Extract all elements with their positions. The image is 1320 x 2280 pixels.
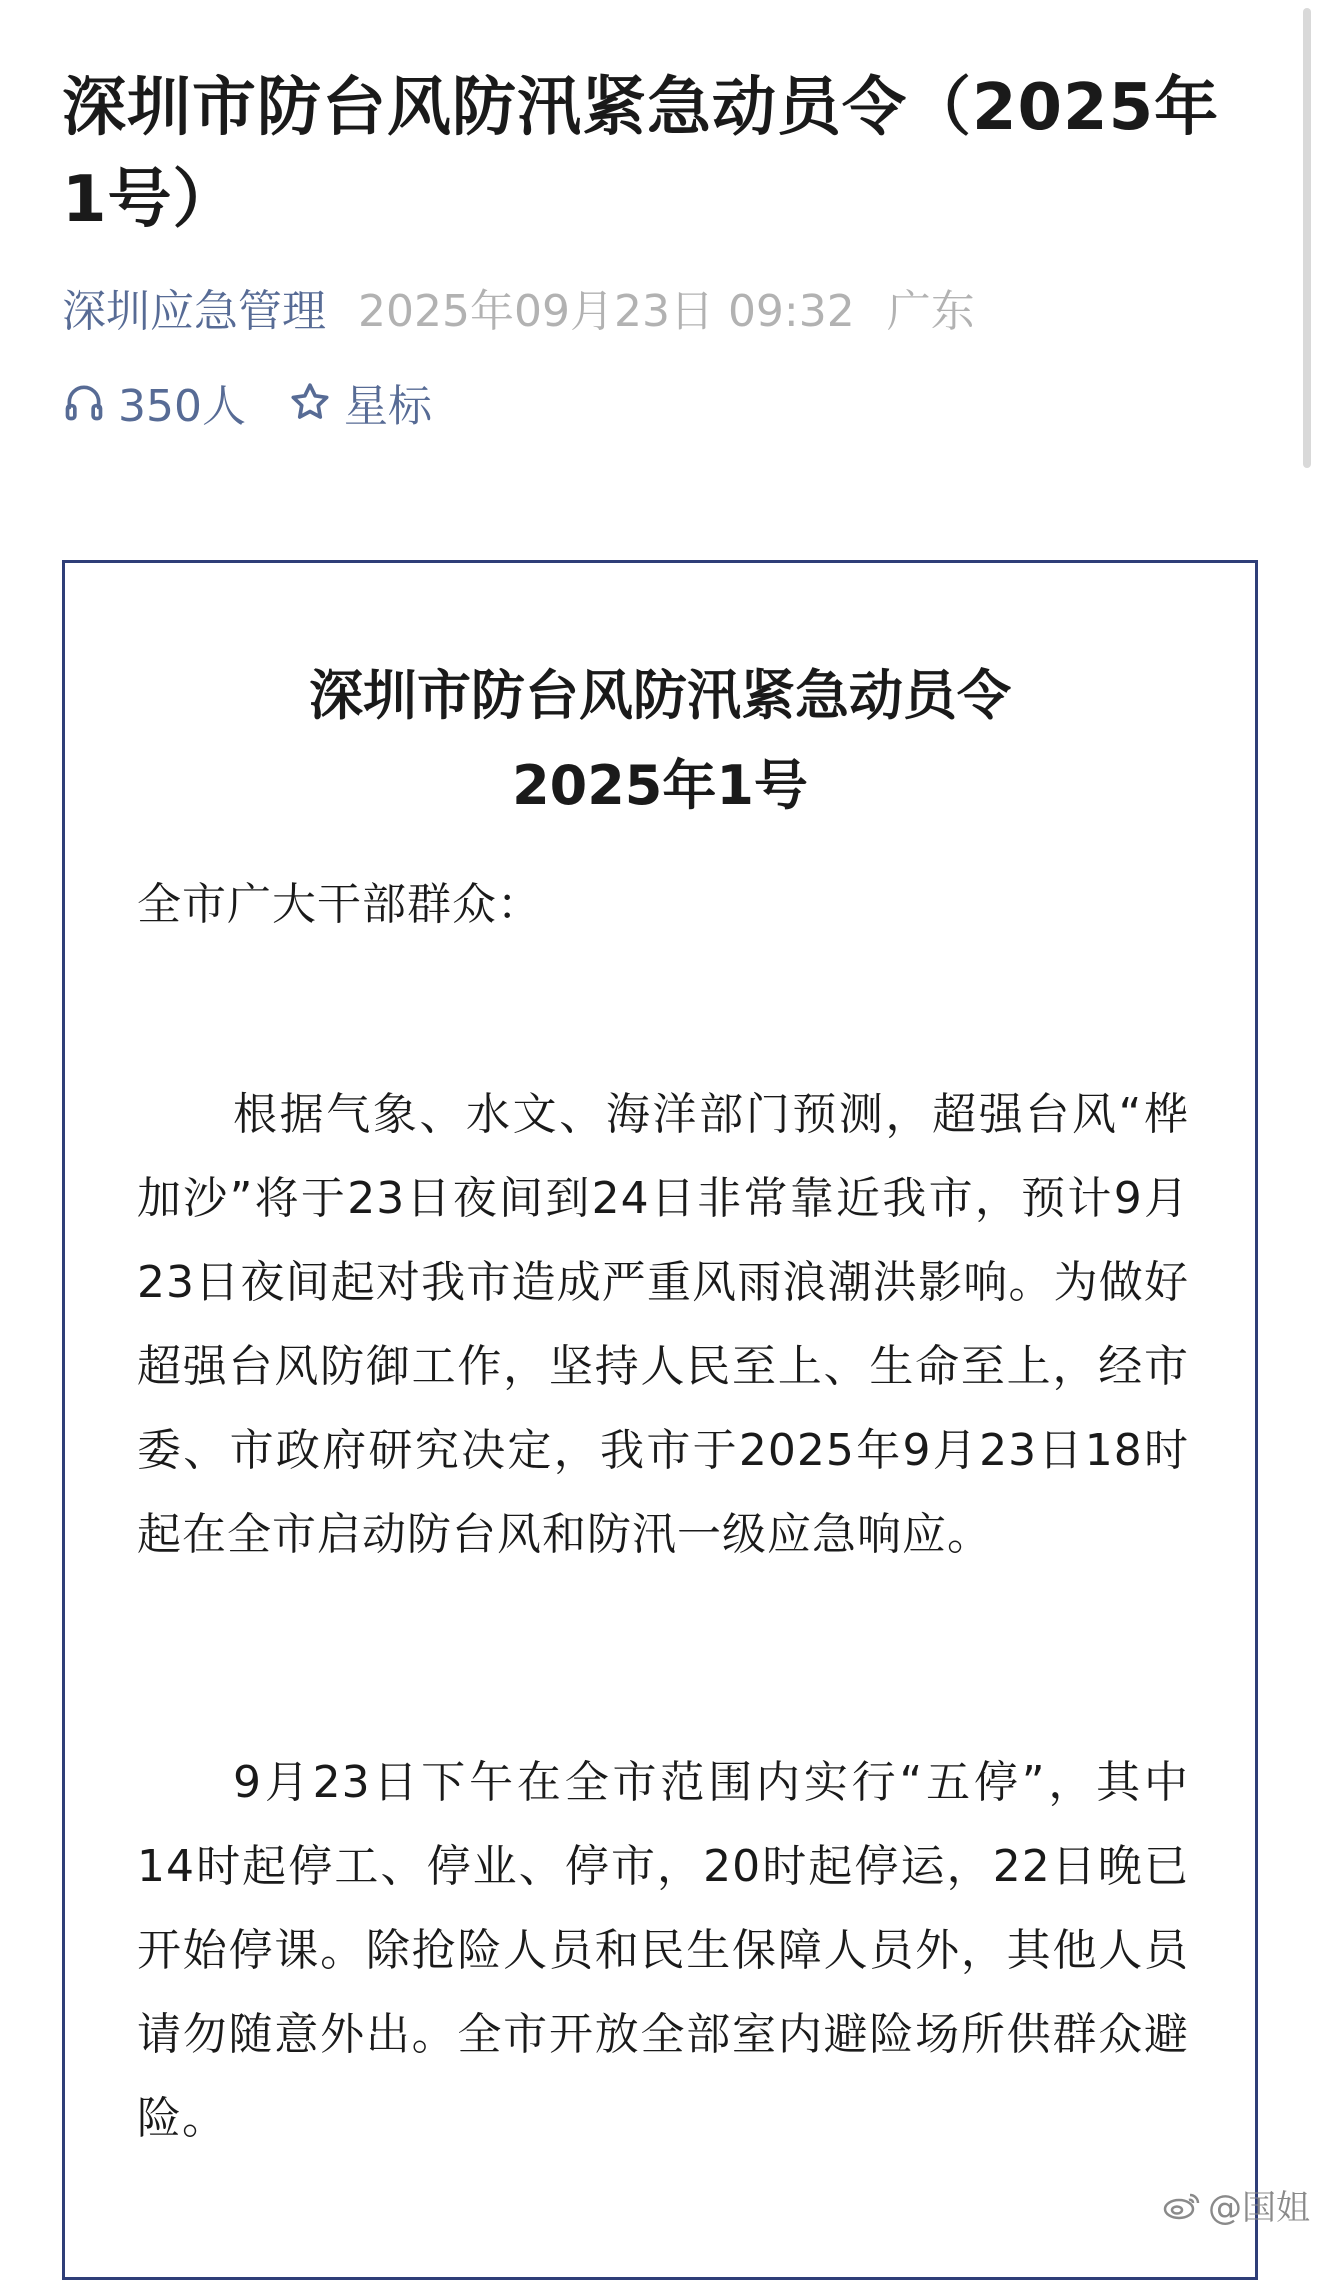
notice-number: 2025年1号	[512, 754, 808, 817]
notice-image-frame	[62, 560, 1258, 2280]
article-title: 深圳市防台风防汛紧急动员令（2025年1号）	[62, 71, 1220, 237]
account-name-link[interactable]: 深圳应急管理	[62, 286, 326, 337]
star-outline-icon	[288, 380, 332, 424]
page-scrollbar[interactable]	[1303, 8, 1311, 468]
notice-salutation: 全市广大干部群众：	[137, 879, 542, 930]
listen-count: 350人	[118, 381, 246, 432]
star-button[interactable]	[288, 370, 432, 434]
watermark-text: @国姐	[1208, 2188, 1310, 2228]
weibo-icon	[1162, 2189, 1202, 2221]
publish-region: 广东	[886, 286, 975, 337]
publish-date: 2025年09月23日 09:32	[358, 286, 855, 337]
headphones-icon	[62, 380, 106, 424]
star-label: 星标	[343, 381, 432, 432]
notice-paragraph-2: 9月23日下午在全市范围内实行“五停”，其中14时起停工、停业、停市，20时起停运，22日晚已开始停课。除抢险人员和民生保障人员外，其他人员请勿随意外出。全市开放全部室内避险场所供群众避险。	[137, 1757, 1189, 2144]
article-stats	[62, 372, 474, 432]
listen-count-button[interactable]	[62, 370, 246, 434]
article-meta	[62, 282, 975, 342]
notice-paragraph-1: 根据气象、水文、海洋部门预测，超强台风“桦加沙”将于23日夜间到24日非常靠近我市，预计9月23日夜间起对我市造成严重风雨浪潮洪影响。为做好超强台风防御工作，坚持人民至上、生命至上，经市委、市政府研究决定，我市于2025年9月23日18时起在全市启动防台风和防汛一级应急响应。	[137, 1089, 1189, 1560]
weibo-watermark	[1162, 2180, 1310, 2229]
notice-heading: 深圳市防台风防汛紧急动员令	[309, 664, 1011, 727]
